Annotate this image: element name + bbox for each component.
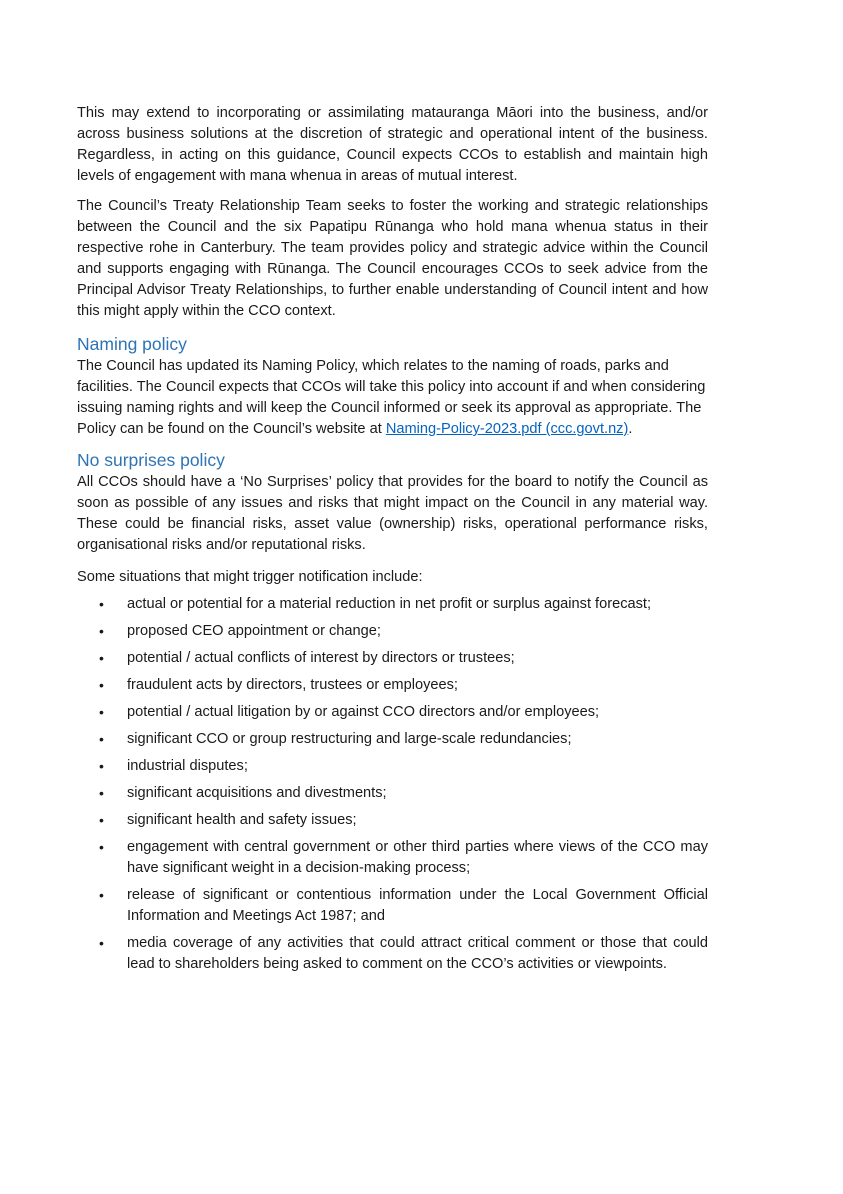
naming-policy-heading: Naming policy — [77, 334, 187, 354]
list-item-text: actual or potential for a material reduction in net profit or surplus against forecast; — [127, 596, 652, 612]
list-item — [77, 675, 708, 696]
trigger-list — [77, 594, 708, 975]
list-item — [77, 621, 708, 642]
list-item — [77, 648, 708, 669]
bullet-icon: • — [99, 839, 104, 855]
bullet-icon: • — [99, 887, 104, 903]
list-item-text: potential / actual conflicts of interest by directors or trustees; — [127, 650, 515, 666]
list-item-text: significant health and safety issues; — [127, 812, 357, 828]
bullet-icon: • — [99, 785, 104, 801]
list-item-text: significant acquisitions and divestments; — [127, 785, 387, 801]
bullet-icon: • — [99, 812, 104, 828]
list-item — [77, 885, 708, 927]
list-item-text: potential / actual litigation by or against CCO directors and/or employees; — [127, 704, 600, 720]
bullet-icon: • — [99, 704, 104, 720]
list-item-text: fraudulent acts by directors, trustees or employees; — [127, 677, 458, 693]
bullet-icon: • — [99, 596, 104, 612]
list-item-text: engagement with central government or other third parties where views of the CCO may have significant weight in a decision-making process; — [127, 839, 708, 876]
trigger-intro: Some situations that might trigger notification include: — [77, 569, 423, 585]
no-surprises-heading: No surprises policy — [77, 450, 225, 470]
naming-policy-paragraph — [77, 356, 708, 440]
list-item — [77, 810, 708, 831]
bullet-icon: • — [99, 677, 104, 693]
list-item — [77, 729, 708, 750]
list-item — [77, 702, 708, 723]
intro-paragraph-1: This may extend to incorporating or assimilating matauranga Māori into the business, and/or across business solutions at the discretion of strategic and operational intent of the business. Regardless, in acting on this guidance, Council expects CCOs to establish and maintain high levels of engagement with mana whenua in areas of mutual interest. — [77, 105, 708, 184]
list-item-text: proposed CEO appointment or change; — [127, 623, 381, 639]
list-item — [77, 933, 708, 975]
bullet-icon: • — [99, 731, 104, 747]
list-item-text: significant CCO or group restructuring and large-scale redundancies; — [127, 731, 572, 747]
bullet-icon: • — [99, 935, 104, 951]
list-item — [77, 783, 708, 804]
naming-policy-text: The Council has updated its Naming Policy, which relates to the naming of roads, parks and facilities. The Council expects that CCOs will take this policy into account if and when considering issuing naming rights and will keep the Council informed or seek its approval as appropriate. The Policy can be found on the Council’s website at — [77, 358, 706, 437]
naming-policy-period: . — [628, 421, 633, 437]
list-item — [77, 594, 708, 615]
list-item — [77, 837, 708, 879]
list-item — [77, 756, 708, 777]
page-content — [77, 103, 708, 981]
intro-paragraph-2: The Council’s Treaty Relationship Team seeks to foster the working and strategic relationships between the Council and the six Papatipu Rūnanga who hold mana whenua status in their respective rohe in Canterbury. The team provides policy and strategic advice within the Council and supports engaging with Rūnanga. The Council encourages CCOs to seek advice from the Principal Advisor Treaty Relationships, to further enable understanding of Council intent and how this might apply within the CCO context. — [77, 198, 708, 319]
bullet-icon: • — [99, 650, 104, 666]
naming-policy-link[interactable]: Naming-Policy-2023.pdf (ccc.govt.nz) — [385, 421, 629, 437]
bullet-icon: • — [99, 623, 104, 639]
list-item-text: media coverage of any activities that could attract critical comment or those that could lead to shareholders being asked to comment on the CCO’s activities or viewpoints. — [127, 935, 708, 972]
list-item-text: industrial disputes; — [127, 758, 248, 774]
list-item-text: release of significant or contentious information under the Local Government Official Information and Meetings Act 1987; and — [127, 887, 708, 924]
bullet-icon: • — [99, 758, 104, 774]
no-surprises-paragraph: All CCOs should have a ‘No Surprises’ policy that provides for the board to notify the Council as soon as possible of any issues and risks that might impact on the Council in any material way. These could be financial risks, asset value (ownership) risks, operational performance risks, organisational risks and/or reputational risks. — [77, 474, 708, 553]
